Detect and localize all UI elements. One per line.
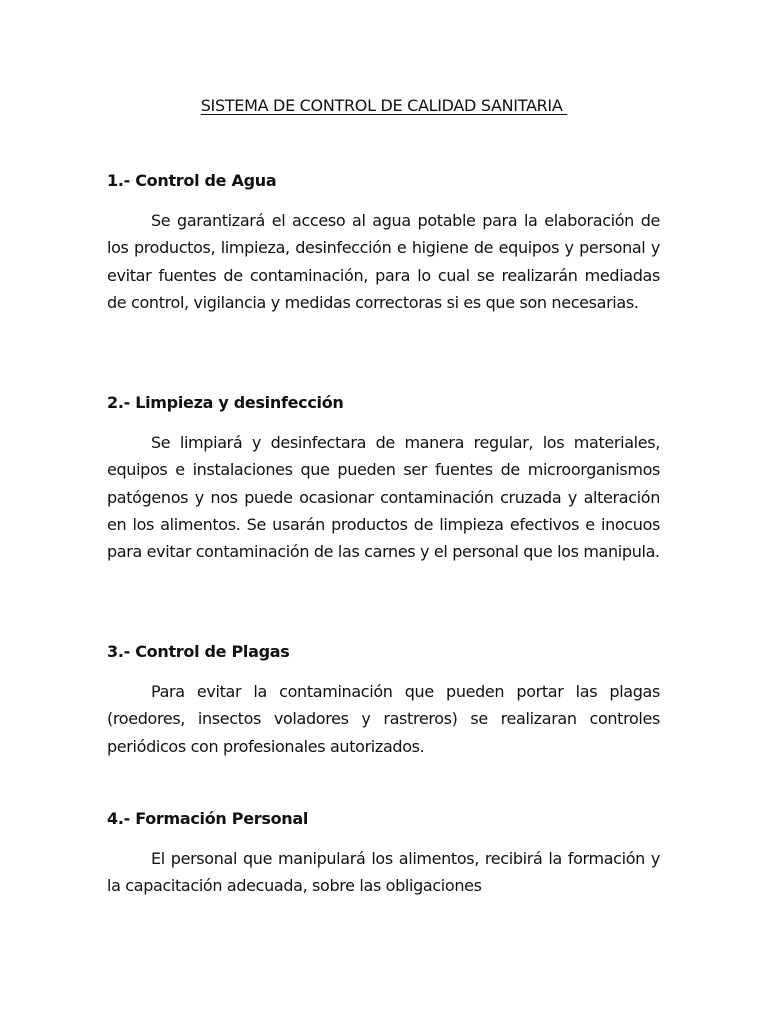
- section-paragraph: El personal que manipulará los alimentos, recibirá la formación y la capacitación adecuada, sobre las obligaciones: [107, 849, 660, 896]
- section-heading: 2.- Limpieza y desinfección: [107, 393, 344, 412]
- document-title: SISTEMA DE CONTROL DE CALIDAD SANITARIA: [200, 96, 568, 115]
- section-control-de-agua: [107, 171, 660, 316]
- section-paragraph: Para evitar la contaminación que pueden portar las plagas (roedores, insectos voladores y rastreros) se realizaran controles periódicos con profesionales autorizados.: [107, 682, 660, 756]
- section-formacion-personal: [107, 809, 660, 900]
- section-control-de-plagas: [107, 642, 660, 760]
- section-heading: 3.- Control de Plagas: [107, 642, 290, 661]
- section-paragraph: Se garantizará el acceso al agua potable para la elaboración de los productos, limpieza, desinfección e higiene de equipos y personal y evitar fuentes de contaminación, para lo cual se realizarán mediadas de control, vigilancia y medidas correctoras si es que son necesarias.: [107, 211, 660, 312]
- section-heading: 1.- Control de Agua: [107, 171, 277, 190]
- section-heading: 4.- Formación Personal: [107, 809, 309, 828]
- section-limpieza-y-desinfeccion: [107, 393, 660, 565]
- section-paragraph: Se limpiará y desinfectara de manera regular, los materiales, equipos e instalaciones que pueden ser fuentes de microorganismos patógenos y nos puede ocasionar contaminación cruzada y alteración en los alimentos. Se usarán productos de limpieza efectivos e inocuos para evitar contaminación de las carnes y el personal que los manipula.: [107, 433, 660, 562]
